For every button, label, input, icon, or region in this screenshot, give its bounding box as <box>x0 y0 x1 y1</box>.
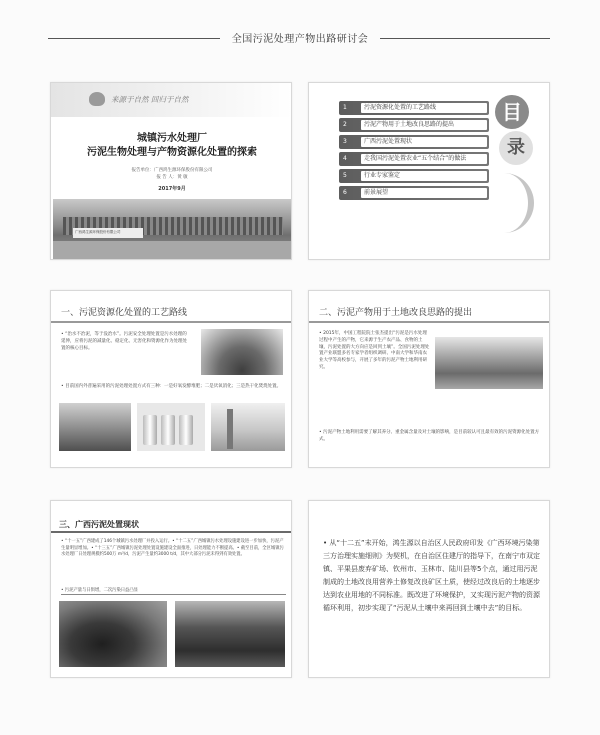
heading-rule <box>51 321 292 323</box>
facility-sign <box>73 228 143 238</box>
slide-title <box>50 82 292 260</box>
tank <box>161 415 175 445</box>
slide-text: • 2015年，中国工程院院士张杰提出“污泥是污水处理过程中产生的产物，它来源于生产农产品、食物的土壤，污泥处置的大方向应是回到土壤”。全国污泥处理处置产业联盟多名专家学者组织调研、中南大学和华南农业大学等高校参与，开展了多年的污泥产物土地利用研究。 <box>319 331 430 370</box>
contents-item-label: 走我国污泥处置农业“五个结合”的做法 <box>361 154 487 164</box>
contents-item <box>339 118 489 132</box>
caption-rule <box>61 594 286 595</box>
contents-item <box>339 169 489 183</box>
report-org: 报告单位：广西鸿生源环保股份有限公司 <box>131 168 213 173</box>
page-header <box>0 28 600 48</box>
photo-caption: • 污泥产量与日俱增，二次污染日益凸显 <box>61 588 138 593</box>
slide-text: • 污泥产物土地利用需要了解其养分、重金属含量及对土壤的影响，是目前较认可且最有效的污泥资源化处置方式。 <box>319 430 540 442</box>
heading-rule <box>51 531 292 533</box>
sludge-heap-photo <box>201 329 283 375</box>
contents-item <box>339 101 489 115</box>
contents-item-number: 4 <box>343 155 347 162</box>
contents-item <box>339 186 489 200</box>
tank <box>143 415 157 445</box>
title-line-2: 污泥生物处理与产物资源化处置的探索 <box>87 147 257 158</box>
slide-contents <box>308 82 550 260</box>
composting-photo <box>59 403 131 451</box>
slide-heading: 二、污泥产物用于土地改良思路的提出 <box>319 308 473 318</box>
slide-heading: 一、污泥资源化处置的工艺路线 <box>61 308 188 318</box>
header-rule-right <box>380 38 550 39</box>
contents-item-label: 广西污泥处置现状 <box>361 137 487 147</box>
contents-item-label: 污泥资源化处置的工艺路线 <box>361 103 487 113</box>
chimney <box>227 409 233 449</box>
slide-text: • “治水不治泥，等于没治水”。污泥安全处理处置是污水处理的延伸，应将污泥的减量化、稳定化、无害化和资源化作为处理处置的核心目标。 <box>61 332 187 351</box>
slogan: 来源于自然 回归于自然 <box>111 95 189 104</box>
slide-practice <box>308 500 550 678</box>
contents-item-number: 1 <box>343 104 347 111</box>
heading-rule <box>309 321 550 323</box>
contents-list <box>339 101 489 203</box>
company-logo-icon <box>89 92 105 106</box>
incineration-plant-photo <box>211 403 285 451</box>
contents-item-number: 3 <box>343 138 347 145</box>
contents-item-label: 前景展望 <box>361 188 487 198</box>
contents-item-label: 污泥产物用于土地改良思路的提出 <box>361 120 487 130</box>
report-date: 2017年9月 <box>158 186 186 192</box>
slide-heading: 三、广西污泥处置现状 <box>59 520 139 529</box>
contents-item-number: 6 <box>343 189 347 196</box>
sludge-pond-photo <box>175 601 285 667</box>
contents-item-number: 2 <box>343 121 347 128</box>
tank <box>179 415 193 445</box>
slide-text: • 从“十二五”末开始，鸿生源以自治区人民政府印发《广西环境污染第三方治理实施细则》为契机，在自治区住建厅的指导下，在南宁市双定镇、平果县废弃矿场、钦州市、玉林市、陆川县等5个点，通过用污泥制成的土地改良用营养土修复改良矿区土质，使经过改良后的土地逐步达到农业用地的不同标准。既改进了环境保护，又实现污泥产物的资源循环利用，初步实现了“污泥从土壤中来再回到土壤中去”的目标。 <box>323 539 540 612</box>
slide-text: • “十一五”广西建成了146个城镇污水处理厂并投入运行。• “十二五”广西城镇污水处理设施建设进一步加快，污泥产生量明显增加。• “十三五”广西城镇污泥处理处置设施建设全面推进，日处理能力不断提高。• 截至目前，全区城镇污水处理厂日处理规模约500万 m³/d，污泥产生量约3000 t/d，其中大部分污泥未得到有效处置。 <box>61 539 284 558</box>
contents-item-number: 5 <box>343 172 347 179</box>
contents-item <box>339 152 489 166</box>
ground <box>53 241 291 259</box>
facility-photo <box>53 199 291 259</box>
contents-char-lu: 录 <box>499 131 533 165</box>
slide-land-improvement <box>308 290 550 468</box>
contents-item <box>339 135 489 149</box>
contents-char-mu: 目 <box>495 95 529 129</box>
reporter: 报 告 人：黄 敏 <box>156 175 188 180</box>
header-rule-left <box>48 38 220 39</box>
slide-text: • 目前国内外普遍采用的污泥处理处置方式有三种：一是好氧发酵堆肥；二是厌氧消化；三是热干化焚烧处置。 <box>61 384 282 389</box>
slide-guangxi-status <box>50 500 292 678</box>
header-title: 全国污泥处理产物出路研讨会 <box>231 34 369 45</box>
group-photo <box>435 337 543 389</box>
slide-process-route <box>50 290 292 468</box>
title-line-1: 城镇污水处理厂 <box>137 133 207 144</box>
digester-tanks-photo <box>137 403 205 451</box>
decorative-swirl <box>504 173 534 233</box>
contents-item-label: 行业专家鉴定 <box>361 171 487 181</box>
facility-sign-text: 广西鸿生源环保股份有限公司 <box>75 230 121 234</box>
sludge-pit-photo <box>59 601 167 667</box>
